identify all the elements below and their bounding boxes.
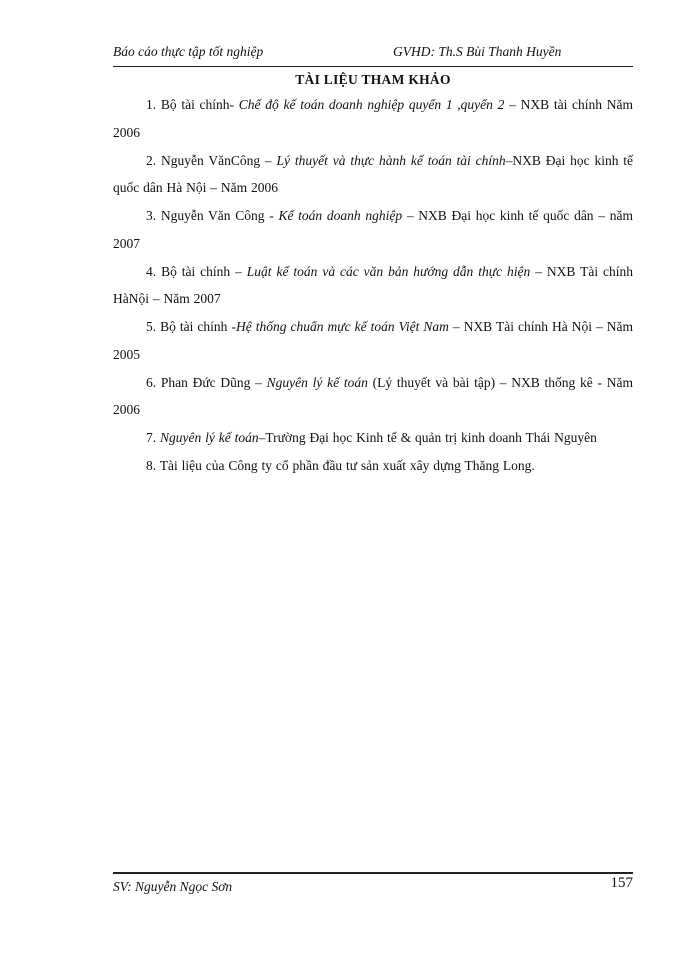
reference-item — [113, 202, 633, 257]
reference-publisher: – NXB tài chính Năm 2006 — [113, 97, 634, 140]
reference-work-title: Lý thuyết và thực hành kế toán tài chính — [276, 152, 506, 168]
reference-work-title: Chế độ kế toán doanh nghiệp quyển 1 ,quyển 2 — [238, 97, 505, 112]
reference-author: Bộ tài chính – — [161, 263, 242, 279]
page-header — [113, 44, 633, 67]
page-footer — [113, 872, 633, 898]
reference-item — [113, 91, 633, 146]
reference-number: 6. — [146, 374, 157, 390]
reference-number: 4. — [146, 263, 157, 279]
reference-author: Bộ tài chính - — [160, 319, 236, 335]
reference-publisher: –Trường Đại học Kinh tế & quản trị kinh doanh Thái Nguyên — [258, 430, 597, 446]
reference-item — [113, 313, 633, 368]
reference-item — [113, 147, 633, 202]
reference-publisher: (Lý thuyết và bài tập) – NXB thống kê - Năm 2006 — [113, 374, 634, 418]
reference-item — [113, 424, 633, 452]
reference-publisher: – NXB Tài chính Hà Nội – Năm 2005 — [113, 319, 634, 362]
header-report-title: Báo cáo thực tập tốt nghiệp — [113, 44, 264, 59]
reference-number: 3. — [146, 208, 157, 224]
reference-item — [113, 258, 633, 313]
reference-number: 7. — [146, 430, 157, 446]
footer-student-name: SV: Nguyễn Ngọc Sơn — [113, 879, 233, 894]
reference-number: 5. — [146, 319, 157, 335]
reference-publisher: – NXB Đại học kinh tế quốc dân – năm 2007 — [113, 208, 633, 251]
reference-publisher: – NXB Tài chính HàNội – Năm 2007 — [113, 263, 633, 307]
reference-item — [113, 369, 633, 424]
reference-number: 8. — [146, 458, 157, 474]
reference-work-title: Luật kế toán và các văn bản hướng dẫn thực hiện — [246, 263, 531, 279]
reference-author: Bộ tài chính- — [160, 97, 235, 112]
reference-publisher: –NXB Đại học kinh tế quốc dân Hà Nội – Năm 2006 — [113, 152, 634, 196]
reference-author: Nguyễn Văn Công - — [160, 208, 274, 224]
page-title: TÀI LIỆU THAM KHẢO — [295, 72, 451, 87]
reference-work-title: Hệ thống chuẩn mực kế toán Việt Nam — [235, 319, 449, 335]
reference-list — [113, 91, 633, 480]
header-supervisor: GVHD: Th.S Bùi Thanh Huyền — [393, 44, 562, 59]
reference-author: Tài liệu của Công ty cổ phần đầu tư sản xuất xây dựng Thăng Long. — [159, 458, 535, 474]
page-number: 157 — [610, 875, 633, 891]
reference-number: 1. — [146, 97, 157, 112]
reference-work-title: Nguyên lý kế toán — [266, 374, 368, 390]
reference-author: Phan Đức Dũng – — [160, 374, 262, 390]
reference-author: Nguyễn VănCông – — [160, 152, 272, 168]
reference-number: 2. — [146, 152, 157, 168]
reference-work-title: Nguyên lý kế toán — [160, 430, 259, 446]
reference-work-title: Kế toán doanh nghiệp — [278, 208, 403, 224]
reference-item — [113, 452, 633, 480]
